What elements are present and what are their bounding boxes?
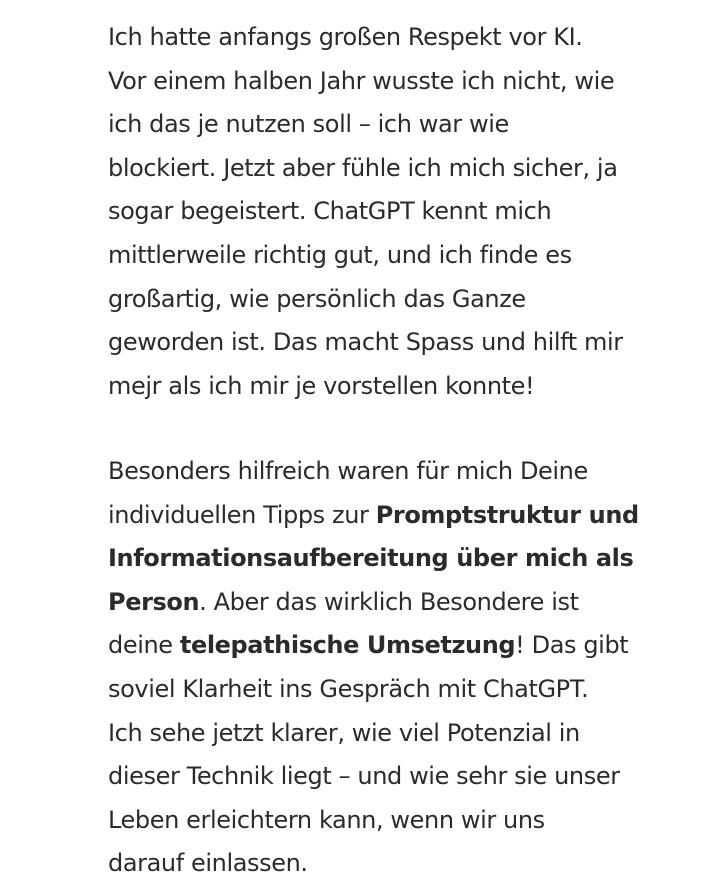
- text-line: geworden ist. Das macht Spass und hilft mir: [108, 328, 623, 357]
- text-run: darauf einlassen.: [108, 849, 308, 878]
- text-line: mejr als ich mir je vorstellen konnte!: [108, 371, 535, 400]
- text-line: mittlerweile richtig gut, und ich finde es: [108, 240, 572, 269]
- text-line: Vor einem halben Jahr wusste ich nicht, wie: [108, 66, 615, 95]
- text-line: Ich hatte anfangs großen Respekt vor KI.: [108, 23, 583, 51]
- text-line: [108, 537, 688, 581]
- text-line: [108, 450, 688, 494]
- text-run: Ich sehe jetzt klarer, wie viel Potenzial in: [108, 718, 580, 747]
- text-line: ich das je nutzen soll – ich war wie: [108, 110, 509, 139]
- text-run: deine: [108, 631, 180, 660]
- text-run: soviel Klarheit ins Gespräch mit ChatGPT.: [108, 674, 589, 703]
- text-run: individuellen Tipps zur: [108, 500, 376, 529]
- text-run: ! Das gibt: [515, 631, 629, 660]
- text-line: [108, 799, 688, 843]
- text-run: . Aber das wirklich Besondere ist: [199, 587, 579, 616]
- text-line: sogar begeistert. ChatGPT kennt mich: [108, 197, 552, 226]
- text-line: [108, 842, 688, 886]
- text-run: dieser Technik liegt – und wie sehr sie unser: [108, 762, 620, 791]
- text-run: Leben erleichtern kann, wenn wir uns: [108, 805, 545, 834]
- text-line: [108, 755, 688, 799]
- bold-phrase: Person: [108, 587, 200, 616]
- text-line: [108, 581, 688, 625]
- text-line: [108, 624, 688, 668]
- text-line: [108, 668, 688, 712]
- testimonial-paragraph-1: [108, 16, 688, 408]
- text-run: Besonders hilfreich waren für mich Deine: [108, 457, 588, 485]
- text-line: blockiert. Jetzt aber fühle ich mich sicher, ja: [108, 153, 618, 182]
- testimonial-paragraph-2: [108, 450, 688, 886]
- text-line: großartig, wie persönlich das Ganze: [108, 284, 526, 313]
- bold-phrase: Informationsaufbereitung über mich als: [108, 544, 634, 573]
- bold-phrase: Promptstruktur und: [375, 500, 639, 529]
- text-line: [108, 712, 688, 756]
- bold-phrase: telepathische Umsetzung: [179, 631, 516, 660]
- text-line: [108, 494, 688, 538]
